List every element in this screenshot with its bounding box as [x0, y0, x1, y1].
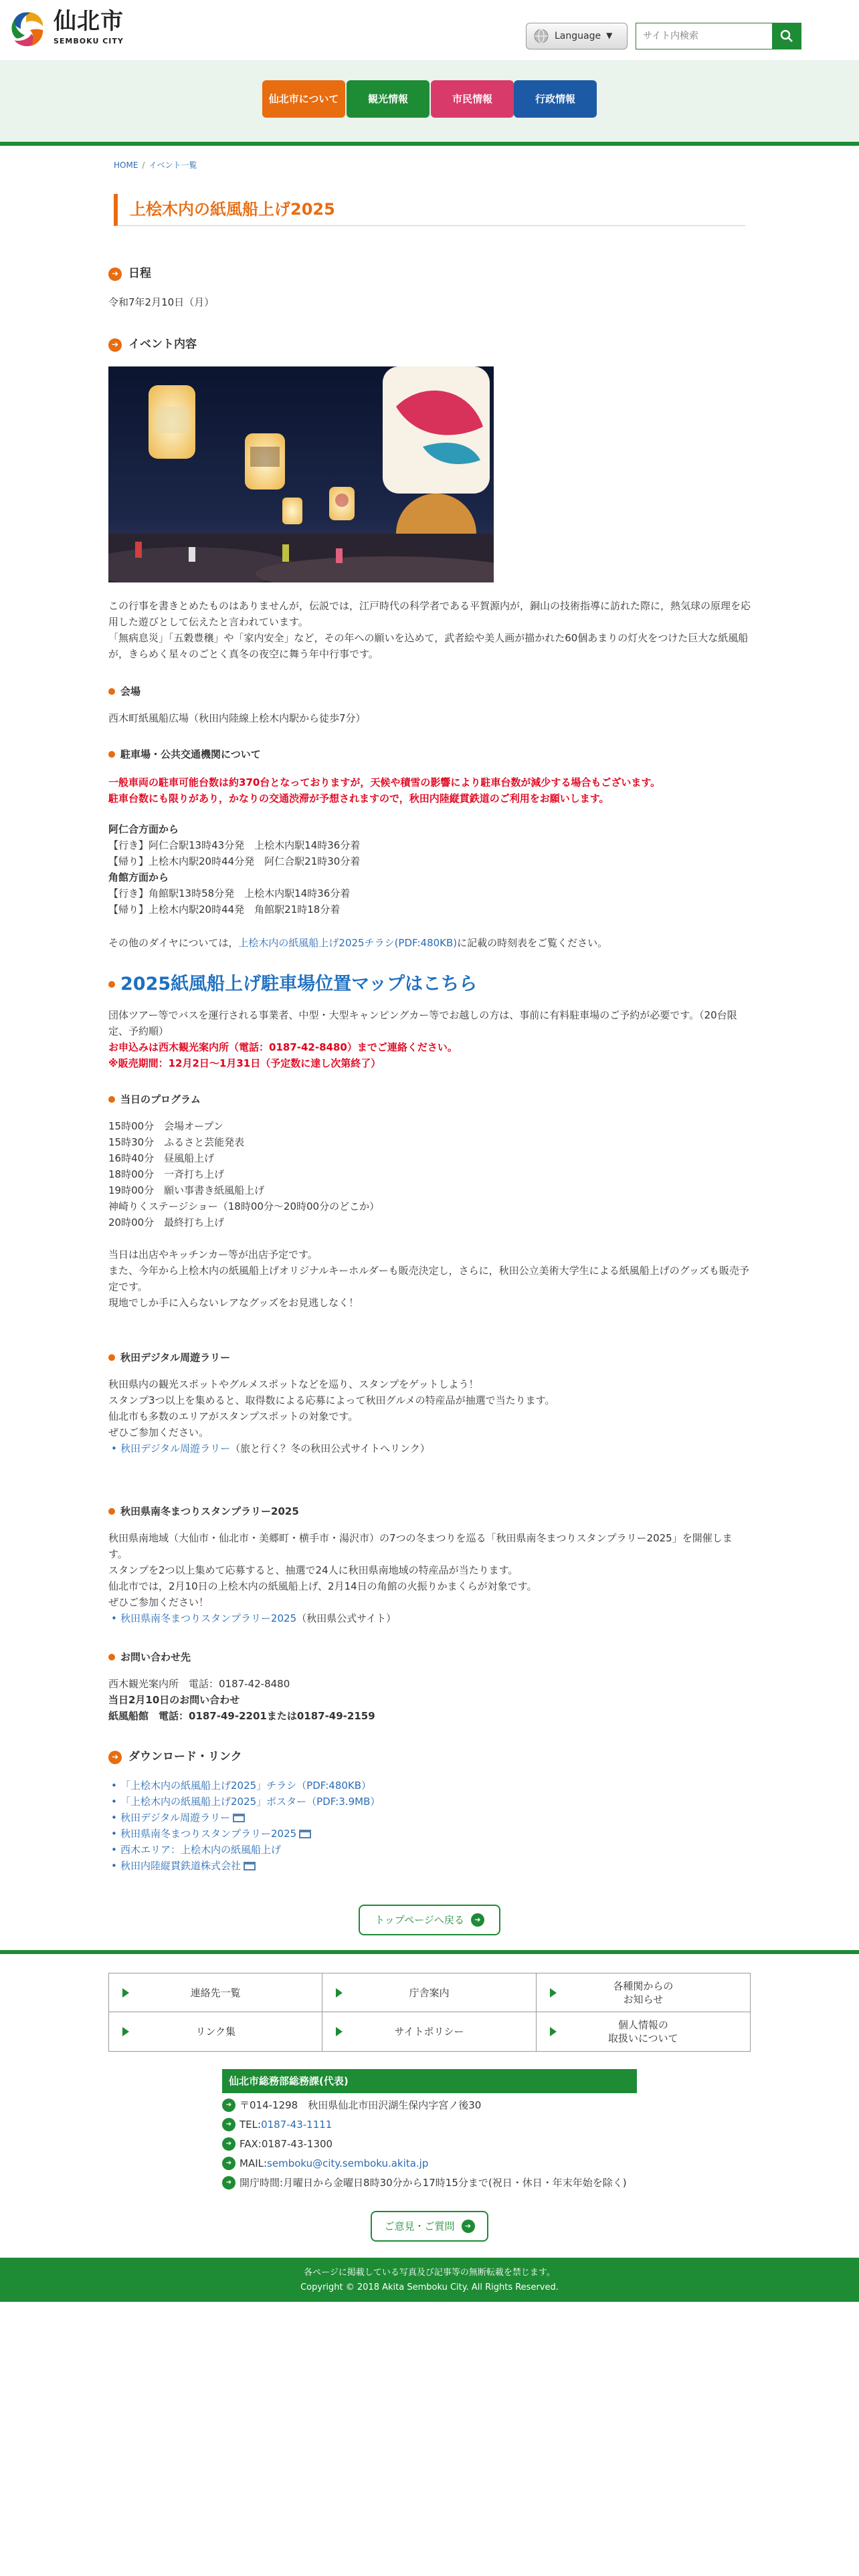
site-header — [0, 0, 859, 60]
bullet-dot-icon — [108, 1508, 115, 1515]
program-item: 16時40分 昼風船上げ — [108, 1152, 215, 1164]
triangle-right-icon — [550, 2027, 557, 2036]
triangle-right-icon — [122, 1988, 129, 1998]
nav-tourism[interactable]: 観光情報 — [347, 80, 430, 118]
footer-link-label: リンク集 — [195, 2026, 236, 2038]
train-kaku-heading: 角館方面から — [108, 871, 169, 883]
bus-alert-line-2: ※販売期間：12月2日～1月31日（予定数に達し次第終了） — [108, 1057, 381, 1069]
triangle-right-icon — [336, 2027, 343, 2036]
footer-link-label: 連絡先一覧 — [190, 1986, 241, 1999]
program-note: また、今年から上桧木内の紙風船上げオリジナルキーホルダーも販売決定し，さらに，秋田公立美術大学生による紙風船上げのグッズも販売予定です。 — [108, 1265, 749, 1293]
train-schedule — [108, 821, 751, 918]
download-list-wrap — [108, 1778, 751, 1874]
footer-link-privacy[interactable] — [537, 2012, 750, 2051]
stamp-rally-text — [108, 1530, 751, 1626]
stamp-line: 仙北市では，2月10日の上桧木内の紙風船上げ、2月14日の角館の火振りかまくらが対象です。 — [108, 1580, 537, 1592]
parking-map-heading — [108, 970, 477, 998]
contact-line: 西木観光案内所 電話：0187-42-8480 — [108, 1678, 290, 1690]
program-list — [108, 1118, 751, 1230]
venue-text: 西木町紙風船広場（秋田内陸線上桧木内駅から徒歩7分） — [108, 712, 366, 724]
list-item — [108, 1858, 751, 1874]
program-notes — [108, 1247, 751, 1311]
copyright-text: Copyright © 2018 Akita Semboku City. All Rights Reserved. — [300, 2282, 559, 2292]
language-label: Language — [555, 30, 601, 41]
event-description-para-1: この行事を書きとめたものはありませんが，伝説では，江戸時代の科学者である平賀源内が，銅山の技術指導に訪れた際に，熱気球の原理を応用した遊びとして伝えたと言われています。 — [108, 600, 751, 628]
inquiry-label: ご意見・ご質問 — [384, 2220, 455, 2232]
rally-link-suffix: （旅と行く？冬の秋田公式サイトへリンク） — [230, 1442, 430, 1455]
footer-link-label: 個人情報の 取扱いについて — [607, 2019, 678, 2044]
hours-text: 開庁時間:月曜日から金曜日8時30分から17時15分まで(祝日・休日・年末年始を除く) — [240, 2177, 627, 2189]
bullet-dot-icon — [108, 751, 115, 758]
diagram-note-prefix: その他のダイヤについては， — [108, 937, 239, 949]
arrow-right-icon: ➔ — [222, 2118, 235, 2131]
download-flyer-link[interactable]: 「上桧木内の紙風船上げ2025」チラシ（PDF:480KB） — [120, 1780, 372, 1792]
train-ani-line-2: 【帰り】上桧木内駅20時44分発 阿仁合駅21時30分着 — [108, 855, 361, 867]
list-item — [108, 1778, 751, 1794]
list-item — [108, 1810, 751, 1826]
arrow-right-icon: ➔ — [462, 2220, 475, 2233]
mail-label: MAIL: — [240, 2157, 268, 2169]
flyer-pdf-link[interactable]: 上桧木内の紙風船上げ2025チラシ(PDF:480KB) — [238, 937, 458, 949]
triangle-right-icon — [336, 1988, 343, 1998]
contact-bold-line: 当日2月10日のお問い合わせ — [108, 1694, 240, 1706]
global-nav — [0, 60, 859, 146]
back-to-top-label: トップページへ戻る — [375, 1914, 464, 1926]
reprint-notice: 各ページに掲載している写真及び記事等の無断転載を禁じます。 — [304, 2268, 555, 2278]
program-item: 18時00分 一斉打ち上げ — [108, 1168, 225, 1180]
paper-balloon-photo — [108, 366, 494, 582]
list-item — [108, 1610, 751, 1626]
event-heading: ➔ イベント内容 — [108, 336, 197, 354]
footer-link-site-policy[interactable] — [322, 2012, 536, 2051]
logo-subtitle: SEMBOKU CITY — [54, 37, 124, 46]
footer-links — [108, 1973, 751, 2052]
breadcrumb-event-list[interactable]: イベント一覧 — [149, 160, 197, 170]
program-item: 20時00分 最終打ち上げ — [108, 1216, 225, 1228]
footer-link-label: 庁舎案内 — [409, 1986, 450, 1999]
contact-info — [108, 1676, 751, 1724]
venue-heading: 会場 — [108, 683, 140, 700]
city-emblem-icon — [7, 8, 48, 49]
breadcrumb-separator: / — [142, 160, 145, 170]
stamp-line: 秋田県南地域（大仙市・仙北市・美郷町・横手市・湯沢市）の7つの冬まつりを巡る「秋田県南冬まつりスタンプラリー2025」を開催します。 — [108, 1532, 733, 1560]
external-window-icon — [244, 1862, 256, 1870]
nav-about-city[interactable]: 仙北市について — [262, 80, 345, 118]
arrow-circle-icon: ➔ — [108, 338, 122, 352]
fax-text: FAX:0187-43-1300 — [240, 2138, 333, 2150]
bus-text: 団体ツアー等でバスを運行される事業者、中型・大型キャンピングカー等でお越しの方は、事前に有料駐車場のご予約が必要です。（20台限定、予約順） — [108, 1009, 737, 1037]
language-button[interactable] — [526, 23, 628, 49]
inquiry-button[interactable] — [371, 2211, 488, 2242]
contact-heading: お問い合わせ先 — [108, 1649, 191, 1665]
page-title: 上桧木内の紙風船上げ2025 — [114, 194, 745, 226]
external-window-icon — [233, 1814, 245, 1822]
akita-railway-link[interactable]: 秋田内陸縦貫鉄道株式会社 — [120, 1860, 242, 1872]
stamp-rally-page-link[interactable]: 秋田県南冬まつりスタンプラリー2025 — [120, 1828, 297, 1840]
site-logo[interactable] — [7, 8, 124, 49]
arrow-circle-icon: ➔ — [108, 1751, 122, 1764]
program-item: 神崎りくステージショー（18時00分～20時00分のどこか） — [108, 1200, 380, 1212]
rally-line: 秋田県内の観光スポットやグルメスポットなどを巡り、スタンプをゲットしよう！ — [108, 1378, 479, 1390]
bullet-dot-icon — [108, 1654, 115, 1660]
arrow-right-icon: ➔ — [222, 2176, 235, 2189]
parking-map-link[interactable]: 2025紙風船上げ駐車場位置マップはこちら — [120, 974, 478, 994]
list-item — [108, 1842, 751, 1858]
stamp-rally-heading: 秋田県南冬まつりスタンプラリー2025 — [108, 1503, 299, 1519]
parking-alert-line-2: 駐車台数にも限りがあり，かなりの交通渋滞が予想されますので，秋田内陸縦貫鉄道のご利用をお願いします。 — [108, 792, 609, 804]
caret-down-icon: ▼ — [606, 31, 613, 41]
bullet-dot-icon — [108, 688, 115, 695]
footer-link-office-guide[interactable] — [322, 1973, 536, 2012]
stamp-rally-link[interactable]: 秋田県南冬まつりスタンプラリー2025 — [120, 1612, 297, 1624]
breadcrumb — [114, 159, 197, 172]
triangle-right-icon — [122, 2027, 129, 2036]
list-item — [108, 1794, 751, 1810]
nishiki-area-link[interactable]: 西木エリア：上桧木内の紙風船上げ — [120, 1844, 282, 1856]
search-button[interactable] — [772, 23, 801, 49]
parking-alert — [108, 774, 751, 807]
footer-divider — [0, 1950, 859, 1954]
download-poster-link[interactable]: 「上桧木内の紙風船上げ2025」ポスター（PDF:3.9MB） — [120, 1796, 381, 1808]
event-description-para-2: 「無病息災」「五穀豊穣」や「家内安全」など，その年への願いを込めて，武者絵や美人画が描かれた60個あまりの灯火をつけた巨大な紙風船が，きらめく星々のごとく真冬の夜空に舞う年中行事です。 — [108, 632, 749, 660]
copyright-band — [0, 2258, 859, 2302]
train-ani-line-1: 【行き】阿仁合駅13時43分発 上桧木内駅14時36分着 — [108, 839, 361, 851]
site-search-input[interactable] — [636, 23, 773, 49]
stamp-line: スタンプを2つ以上集めて応募すると、抽選で24人に秋田県南地域の特産品が当たります。 — [108, 1564, 518, 1576]
arrow-right-icon: ➔ — [471, 1913, 484, 1927]
office-mail — [222, 2155, 637, 2171]
parking-heading: 駐車場・公共交通機関について — [108, 746, 261, 762]
office-hours — [222, 2175, 637, 2191]
rally-link-list — [108, 1440, 751, 1457]
program-note: 現地でしか手に入らないレアなグッズをお見逃しなく！ — [108, 1297, 359, 1309]
address-text: 〒014-1298 秋田県仙北市田沢湖生保内字宮ノ後30 — [240, 2099, 482, 2111]
footer-link-label: サイトポリシー — [394, 2026, 464, 2038]
diagram-note-suffix: に記載の時刻表をご覧ください。 — [457, 937, 608, 949]
office-title: 仙北市総務部総務課(代表) — [222, 2069, 637, 2093]
train-kaku-line-2: 【帰り】上桧木内駅20時44発 角館駅21時18分着 — [108, 903, 341, 916]
tel-label: TEL: — [240, 2119, 262, 2131]
train-ani-heading: 阿仁合方面から — [108, 823, 179, 835]
globe-icon — [533, 28, 549, 44]
rally-text — [108, 1376, 751, 1457]
arrow-right-icon: ➔ — [222, 2099, 235, 2112]
train-kaku-line-1: 【行き】角館駅13時58分発 上桧木内駅14時36分着 — [108, 887, 351, 899]
footer-link-agency-notices[interactable] — [537, 1973, 750, 2012]
contact-bold-line: 紙風船館 電話：0187-49-2201または0187-49-2159 — [108, 1710, 375, 1722]
program-item: 19時00分 願い事書き紙風船上げ — [108, 1184, 265, 1196]
program-item: 15時00分 会場オープン — [108, 1120, 223, 1132]
schedule-heading: ➔ 日程 — [108, 265, 151, 283]
arrow-right-icon: ➔ — [222, 2157, 235, 2170]
bus-alert-line-1: お申込みは西木観光案内所（電話：0187-42-8480）までご連絡ください。 — [108, 1041, 458, 1053]
program-note: 当日は出店やキッチンカー等が出店予定です。 — [108, 1249, 318, 1261]
list-item — [108, 1440, 751, 1457]
triangle-right-icon — [550, 1988, 557, 1998]
stamp-link-list — [108, 1610, 751, 1626]
bullet-dot-icon — [108, 1354, 115, 1361]
arrow-circle-icon: ➔ — [108, 267, 122, 281]
external-window-icon — [299, 1830, 311, 1838]
digital-rally-link[interactable]: 秋田デジタル周遊ラリー — [120, 1812, 231, 1824]
back-to-top-button[interactable] — [359, 1905, 500, 1935]
footer-link-label: 各種関からの お知らせ — [613, 1979, 674, 2006]
nav-citizen[interactable]: 市民情報 — [431, 80, 514, 118]
stamp-link-suffix: （秋田県公式サイト） — [296, 1612, 397, 1624]
office-tel — [222, 2117, 637, 2133]
rally-link[interactable]: 秋田デジタル周遊ラリー — [120, 1442, 231, 1455]
diagram-note — [108, 935, 751, 951]
arrow-right-icon: ➔ — [222, 2137, 235, 2151]
footer-link-links[interactable] — [109, 2012, 322, 2051]
event-description — [108, 598, 751, 662]
rally-line: ぜひご参加ください。 — [108, 1426, 209, 1438]
tel-link[interactable]: 0187-43-1111 — [261, 2119, 332, 2131]
rally-line: スタンプ3つ以上を集めると、取得数による応募によって秋田グルメの特産品が抽選で当たります。 — [108, 1394, 555, 1406]
bus-info — [108, 1007, 751, 1071]
breadcrumb-home[interactable]: HOME — [114, 160, 138, 170]
schedule-text: 令和7年2月10日（月） — [108, 296, 215, 308]
program-heading: 当日のプログラム — [108, 1091, 201, 1107]
rally-line: 仙北市も多数のエリアがスタンプスポットの対象です。 — [108, 1410, 359, 1422]
parking-alert-line-1: 一般車両の駐車可能台数は約370台となっておりますが，天候や積雪の影響により駐車台数が減少する場合もございます。 — [108, 776, 661, 788]
logo-title: 仙北市 — [54, 8, 124, 35]
rally-heading: 秋田デジタル周遊ラリー — [108, 1350, 230, 1366]
stamp-line: ぜひご参加ください！ — [108, 1596, 209, 1608]
download-heading: ➔ ダウンロード・リンク — [108, 1748, 242, 1766]
bullet-dot-icon — [108, 1096, 115, 1103]
program-item: 15時30分 ふるさと芸能発表 — [108, 1136, 245, 1148]
event-photo — [108, 366, 494, 582]
list-item — [108, 1826, 751, 1842]
search-icon — [780, 29, 793, 43]
bullet-dot-icon — [108, 981, 115, 988]
nav-administration[interactable]: 行政情報 — [514, 80, 597, 118]
mail-link[interactable]: semboku@city.semboku.akita.jp — [267, 2157, 429, 2169]
office-fax — [222, 2136, 637, 2152]
footer-link-contacts[interactable] — [109, 1973, 322, 2012]
download-list — [108, 1778, 751, 1874]
office-contact — [222, 2097, 637, 2194]
office-address — [222, 2097, 637, 2113]
